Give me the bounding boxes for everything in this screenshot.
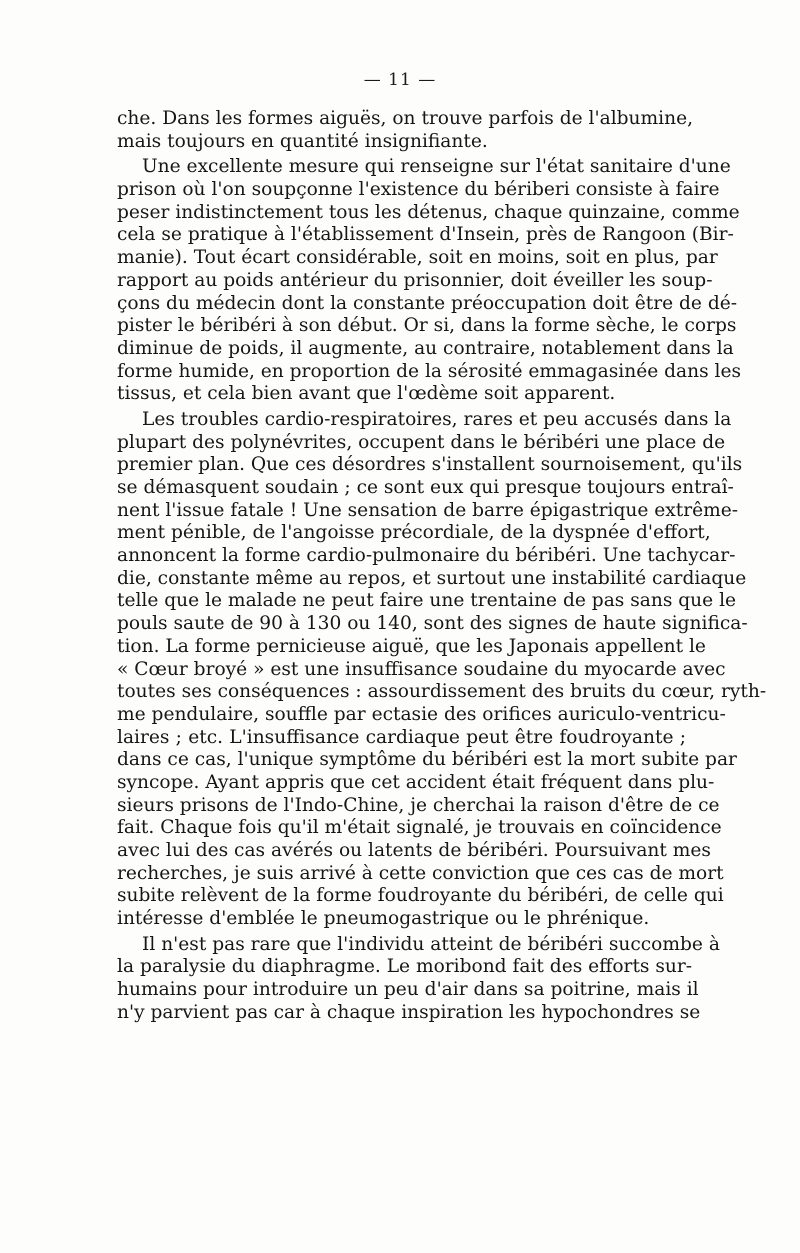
text-line: recherches, je suis arrivé à cette conviction que ces cas de mort: [117, 862, 724, 884]
paragraph: [117, 933, 720, 1025]
text-line: ment pénible, de l'angoisse précordiale, de la dyspnée d'effort,: [117, 522, 711, 544]
body-text: [117, 108, 767, 1025]
text-line: tion. La forme pernicieuse aiguë, que les Japonais appellent le: [117, 635, 706, 657]
text-line: tissus, et cela bien avant que l'œdème soit apparent.: [117, 383, 616, 405]
text-line: telle que le malade ne peut faire une trentaine de pas sans que le: [117, 590, 737, 612]
text-line: pouls saute de 90 à 130 ou 140, sont des signes de haute significa-: [117, 613, 748, 635]
text-line: me pendulaire, souffle par ectasie des orifices auriculo-ventricu-: [117, 703, 726, 725]
text-line: fait. Chaque fois qu'il m'était signalé, je trouvais en coïncidence: [117, 817, 722, 839]
text-line: n'y parvient pas car à chaque inspiration les hypochondres se: [117, 1001, 701, 1023]
text-line: avec lui des cas avérés ou latents de béribéri. Poursuivant mes: [117, 840, 711, 861]
text-line: mais toujours en quantité insignifiante.: [117, 130, 488, 152]
text-line: toutes ses conséquences : assourdissement des bruits du cœur, ryth-: [117, 681, 767, 703]
text-line: Il n'est pas rare que l'individu atteint de béribéri succombe à: [142, 933, 720, 955]
text-line: peser indistinctement tous les détenus, chaque quinzaine, comme: [117, 201, 740, 223]
text-line: laires ; etc. L'insuffisance cardiaque peut être foudroyante ;: [117, 726, 686, 748]
text-line: se démasquent soudain ; ce sont eux qui presque toujours entraî-: [117, 477, 734, 498]
text-line: diminue de poids, il augmente, au contraire, notablement dans la: [117, 337, 734, 359]
text-line: prison où l'on soupçonne l'existence du bériberi consiste à faire: [117, 179, 720, 201]
text-line: çons du médecin dont la constante préoccupation doit être de dé-: [117, 292, 738, 314]
page-number: — 11 —: [363, 70, 437, 90]
text-line: nent l'issue fatale ! Une sensation de barre épigastrique extrême-: [117, 499, 739, 521]
text-line: manie). Tout écart considérable, soit en moins, soit en plus, par: [117, 247, 718, 269]
text-line: premier plan. Que ces désordres s'installent sournoisement, qu'ils: [117, 454, 743, 476]
text-line: plupart des polynévrites, occupent dans le béribéri une place de: [117, 431, 726, 453]
text-line: sieurs prisons de l'Indo-Chine, je cherchai la raison d'être de ce: [117, 794, 720, 816]
text-line: la paralysie du diaphragme. Le moribond fait des efforts sur-: [117, 956, 693, 978]
text-line: dans ce cas, l'unique symptôme du béribéri est la mort subite par: [117, 749, 737, 771]
paragraph: [117, 156, 742, 406]
text-line: die, constante même au repos, et surtout une instabilité cardiaque: [117, 567, 747, 589]
text-line: subite relèvent de la forme foudroyante du béribéri, de celle qui: [117, 885, 724, 907]
text-line: « Cœur broyé » est une insuffisance soudaine du myocarde avec: [117, 658, 726, 680]
text-line: Les troubles cardio-respiratoires, rares et peu accusés dans la: [142, 408, 732, 430]
text-line: che. Dans les formes aiguës, on trouve parfois de l'albumine,: [117, 108, 693, 129]
text-line: annoncent la forme cardio-pulmonaire du béribéri. Une tachycar-: [117, 545, 736, 567]
text-line: pister le béribéri à son début. Or si, dans la forme sèche, le corps: [117, 315, 737, 337]
text-line: Une excellente mesure qui renseigne sur l'état sanitaire d'une: [142, 156, 731, 178]
paragraph: [117, 408, 767, 931]
paragraph: [117, 108, 693, 153]
text-line: cela se pratique à l'établissement d'Insein, près de Rangoon (Bir-: [117, 224, 734, 246]
text-line: intéresse d'emblée le pneumogastrique ou le phrénique.: [117, 908, 650, 930]
text-line: rapport au poids antérieur du prisonnier, doit éveiller les soup-: [117, 269, 713, 291]
text-line: forme humide, en proportion de la sérosité emmagasinée dans les: [117, 360, 742, 382]
text-line: humains pour introduire un peu d'air dans sa poitrine, mais il: [117, 979, 699, 1001]
text-line: syncope. Ayant appris que cet accident était fréquent dans plu-: [117, 771, 715, 793]
